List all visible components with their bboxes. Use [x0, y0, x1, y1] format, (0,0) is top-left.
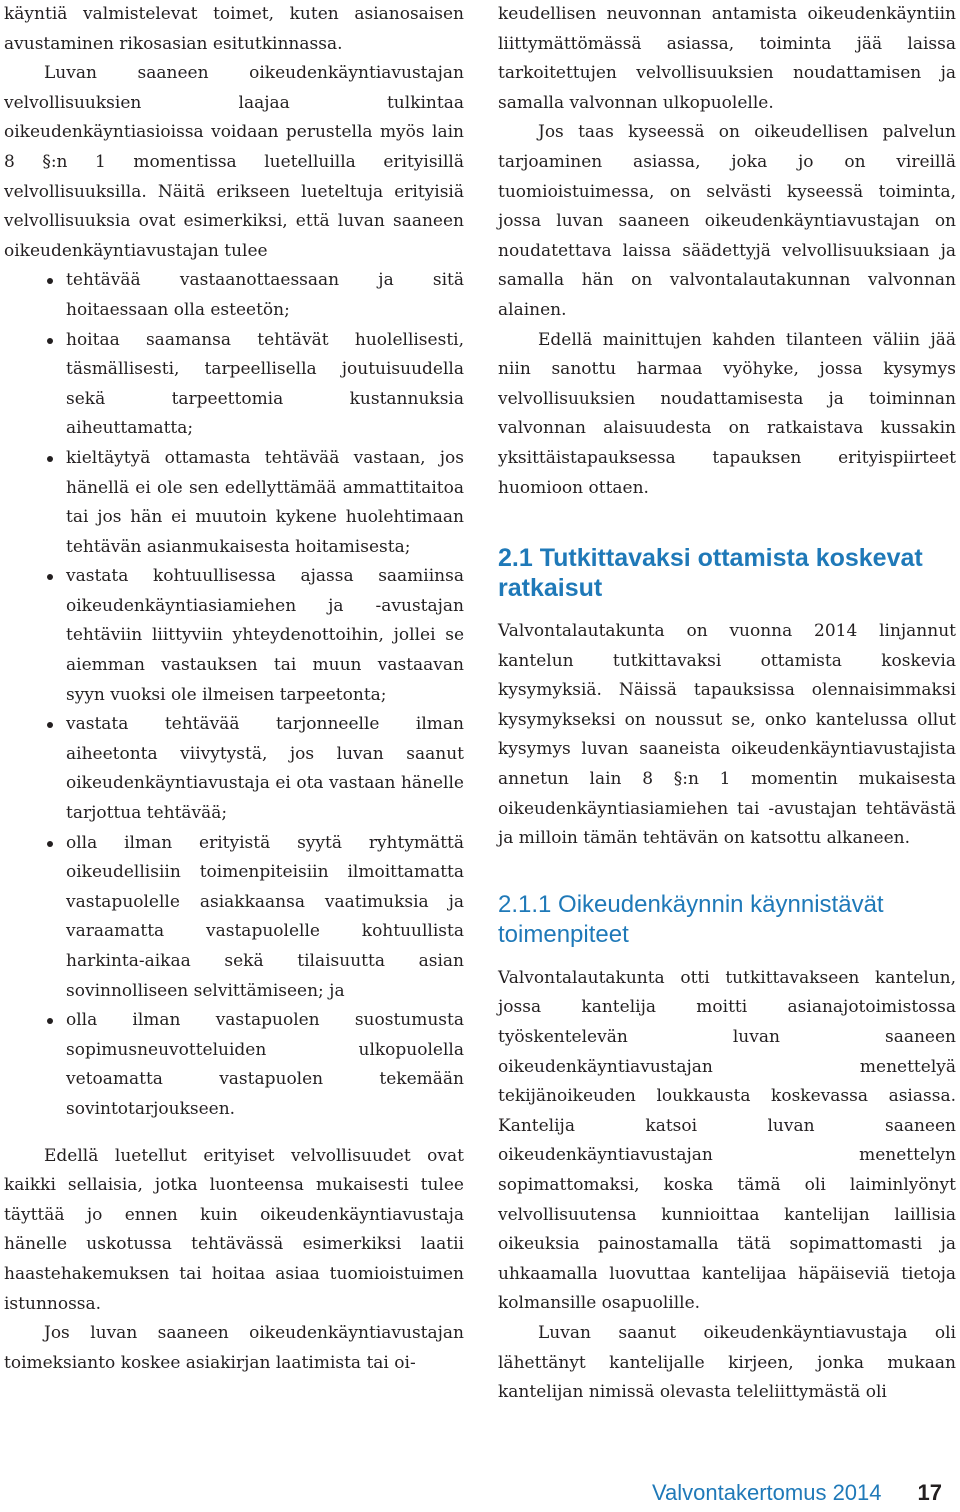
paragraph: Edellä mainittujen kahden tilanteen väliin jää niin sanottu harmaa vyöhyke, jossa kysymys velvollisuuksien noudattamisesta ja toiminnan valvonnan alaisuudesta on ratkaistava kussakin yksittäistapauksessa tapauksen erityispiirteet huomioon ottaen. [498, 329, 956, 498]
paragraph: Luvan saanut oikeudenkäyntiavustaja oli lähettänyt kantelijalle kirjeen, jonka mukaan kantelijan nimissä olevasta teleliittymästä oli [498, 1322, 956, 1403]
list-item [4, 1006, 464, 1124]
page-number: 17 [917, 1480, 942, 1505]
bullet-icon [47, 338, 53, 344]
paragraph: Valvontalautakunta otti tutkittavakseen kantelun, jossa kantelija moitti asianajotoimistossa työskentelevän luvan saaneen oikeudenkäyntiavustajan menettelyä tekijänoikeuden loukkausta koskevassa asiassa. Kantelija katsoi luvan saaneen oikeudenkäyntiavustajan menettelyn sopimattomaksi, koska tämä oli laiminlyönyt velvollisuutensa kunnioittaa kantelijan laillisia oikeuksia painostamalla tätä sopimattomasti ja uhkaamalla luovuttaa kantelijaa häpäiseviä tietoja kolmansille osapuolille. [498, 967, 956, 1314]
list-item-text: vastata tehtävää tarjonneelle ilman aiheetonta viivytystä, jos luvan saanut oikeudenkäyntiavustaja ei ota vastaan hänelle tarjottua tehtävää; [66, 714, 464, 824]
bullet-icon [47, 722, 53, 728]
list-item-text: kieltäytyä ottamasta tehtävää vastaan, jos hänellä ei ole sen edellyttämää ammattitaitoa tai jos hän ei muutoin kykene huolehtimaan tehtävän asianmukaisesta hoitamisesta; [66, 447, 464, 557]
list-item [4, 562, 464, 710]
obligations-list [4, 266, 464, 1124]
left-column [4, 0, 464, 1378]
list-item-text: olla ilman erityistä syytä ryhtymättä oikeudellisiin toimenpiteisiin ilmoittamatta vastapuolelle asiakkaansa vaatimuksia ja varaamatta vastapuolelle kohtuullista harkinta-aikaa sekä tilaisuutta asian sovinnolliseen selvittämiseen; ja [66, 832, 464, 1001]
page-footer [652, 1480, 942, 1506]
list-item [4, 444, 464, 562]
list-item-text: hoitaa saamansa tehtävät huolellisesti, täsmällisesti, tarpeellisella joutuisuudella sekä tarpeettomia kustannuksia aiheuttamatta; [66, 329, 464, 439]
spacer [4, 1125, 464, 1142]
list-item [4, 710, 464, 828]
section-heading: 2.1 Tutkittavaksi ottamista koskevat ratkaisut [498, 544, 923, 603]
list-item [4, 266, 464, 325]
list-item-text: vastata kohtuullisessa ajassa saamiinsa oikeudenkäyntiasiamiehen ja -avustajan tehtäviin liittyviin yhteydenottoihin, jollei se aiemman vastauksen tai muun vastaavan syyn vuoksi ole ilmeisen tarpeetonta; [66, 566, 464, 705]
subsection-heading: 2.1.1 Oikeudenkäynnin käynnistävät toimenpiteet [498, 890, 884, 948]
publication-title: Valvontakertomus 2014 [652, 1480, 882, 1505]
list-item-text: olla ilman vastapuolen suostumusta sopimusneuvotteluiden ulkopuolella vetoamatta vastapuolen tekemään sovintotarjoukseen. [66, 1010, 464, 1119]
paragraph: Valvontalautakunta on vuonna 2014 linjannut kantelun tutkittavaksi ottamista koskevia kysymyksiä. Näissä tapauksissa olennaisimmaksi kysymykseksi on noussut se, onko kantelussa ollut kysymys luvan saaneista oikeudenkäyntiavustajista annetun lain 8 §:n 1 momentin mukaisesta oikeudenkäyntiasiamiehen tai -avustajan tehtävästä ja milloin tämän tehtävän on katsottu alkaneen. [498, 621, 956, 849]
paragraph: keudellisen neuvonnan antamista oikeudenkäyntiin liittymättömässä asiassa, toiminta jää laissa tarkoitettujen velvollisuuksien noudattamisen ja samalla valvonnan ulkopuolelle. [498, 4, 956, 113]
paragraph: käyntiä valmistelevat toimet, kuten asianosaisen avustaminen rikosasian esitutkinnassa. [4, 4, 464, 54]
bullet-icon [47, 841, 53, 847]
paragraph: Jos luvan saaneen oikeudenkäyntiavustajan toimeksianto koskee asiakirjan laatimista tai oi- [4, 1323, 464, 1373]
bullet-icon [47, 1018, 53, 1024]
list-item-text: tehtävää vastaanottaessaan ja sitä hoitaessaan olla esteetön; [66, 270, 464, 320]
list-item [4, 829, 464, 1007]
list-item [4, 326, 464, 444]
right-column [498, 0, 956, 1408]
paragraph: Luvan saaneen oikeudenkäyntiavustajan velvollisuuksien laajaa tulkintaa oikeudenkäyntiasioissa voidaan perustella myös lain 8 §:n 1 momentissa luetelluilla erityisillä velvollisuuksilla. Näitä erikseen lueteltuja erityisiä velvollisuuksia ovat esimerkiksi, että luvan saaneen oikeudenkäyntiavustajan tulee [4, 63, 464, 261]
paragraph: Edellä luetellut erityiset velvollisuudet ovat kaikki sellaisia, jotka luonteensa mukaisesti tulee täyttää jo ennen kuin oikeudenkäyntiavustaja hänelle uskotussa tehtävässä esimerkiksi laatii haastehakemuksen tai hoitaa asiaa tuomioistuimen istunnossa. [4, 1145, 464, 1314]
paragraph: Jos taas kyseessä on oikeudellisen palvelun tarjoaminen asiassa, joka jo on vireillä tuomioistuimessa, on selvästi kyseessä toiminta, jossa luvan saaneen oikeudenkäyntiavustajan on noudatettava laissa säädettyjä velvollisuuksiaan ja samalla hän on valvontalautakunnan valvonnan alainen. [498, 122, 956, 320]
bullet-icon [47, 278, 53, 284]
bullet-icon [47, 574, 53, 580]
bullet-icon [47, 456, 53, 462]
